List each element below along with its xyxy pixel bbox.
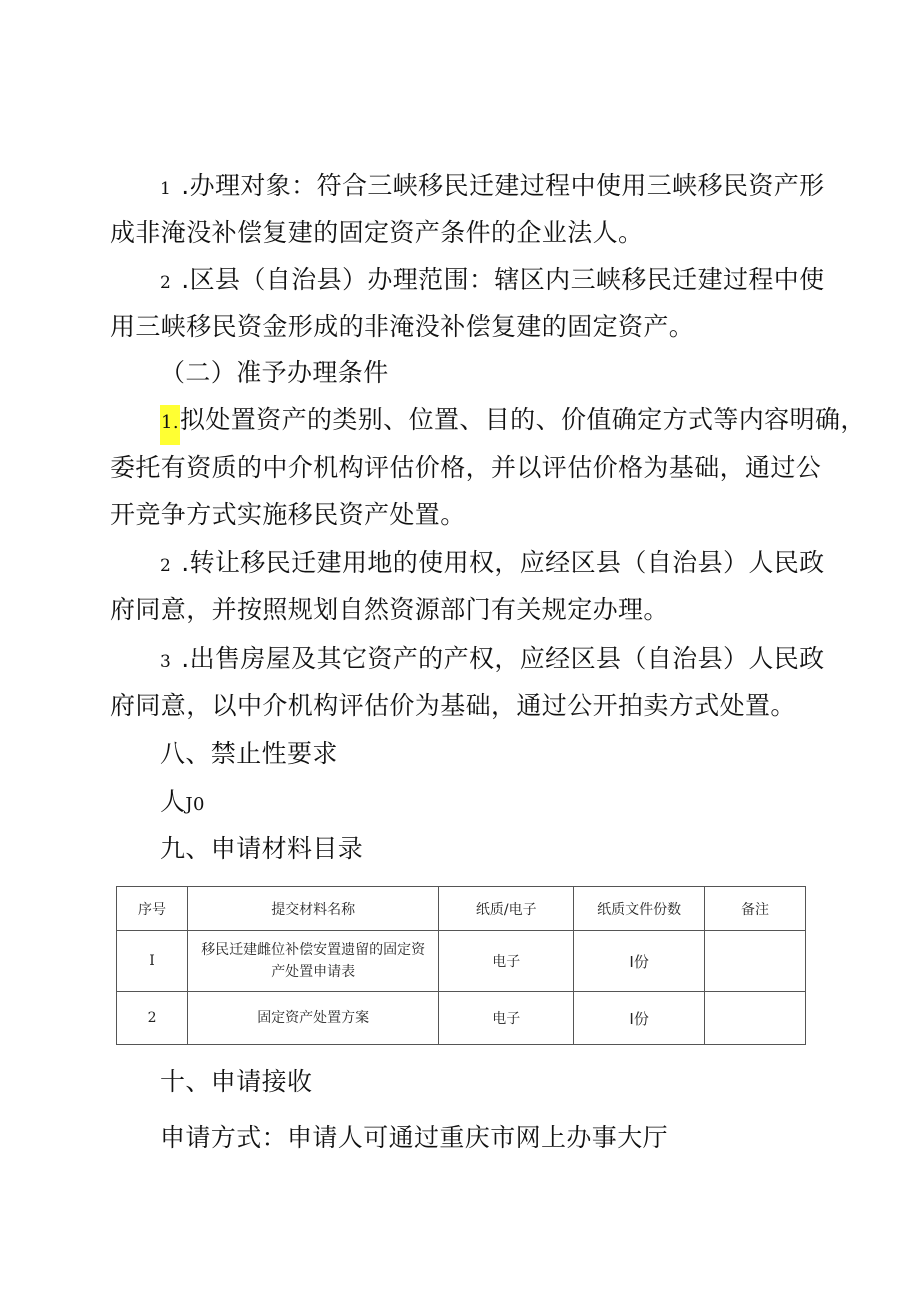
prohibit-text bbox=[160, 786, 205, 821]
paragraph-object-line2: 成非淹没补偿复建的固定资产条件的企业法人。 bbox=[110, 218, 644, 247]
cell-copies: I份 bbox=[574, 992, 705, 1045]
header-material-name: 提交材料名称 bbox=[188, 887, 439, 931]
item-number: 2 bbox=[160, 556, 172, 576]
paragraph-text: .办理对象：符合三峡移民迁建过程中使用三峡移民资产形 bbox=[181, 171, 825, 200]
condition-1-line3: 开竞争方式实施移民资产处置。 bbox=[110, 500, 466, 529]
section-heading-conditions: （二）准予办理条件 bbox=[160, 358, 389, 387]
table-row bbox=[117, 931, 806, 992]
paragraph-text: .转让移民迁建用地的使用权，应经区县（自治县）人民政 bbox=[181, 548, 825, 577]
cell-note bbox=[705, 992, 806, 1045]
prohibit-text-main: 人 bbox=[160, 787, 186, 816]
table-row bbox=[117, 992, 806, 1045]
paragraph-text: .区县（自治县）办理范围：辖区内三峡移民迁建过程中使 bbox=[181, 265, 825, 294]
header-copies: 纸质文件份数 bbox=[574, 887, 705, 931]
condition-3-line1 bbox=[160, 643, 825, 678]
materials-table bbox=[116, 886, 806, 1045]
cell-material-name-line1: 移民迁建雌位补偿安置遗留的固定资 bbox=[201, 942, 426, 958]
paragraph-text: .出售房屋及其它资产的产权，应经区县（自治县）人民政 bbox=[181, 644, 825, 673]
paragraph-text: 拟处置资产的类别、位置、目的、价值确定方式等内容明确， bbox=[179, 405, 866, 434]
cell-material-name: 固定资产处置方案 bbox=[188, 992, 439, 1045]
paragraph-object-line1 bbox=[160, 170, 825, 205]
section-heading-materials: 九、申请材料目录 bbox=[160, 834, 364, 863]
cell-material-name-line2: 产处置申请表 bbox=[271, 964, 356, 980]
cell-note bbox=[705, 931, 806, 992]
receive-method-text: 申请方式：申请人可通过重庆市网上办事大厅 bbox=[160, 1123, 669, 1152]
condition-1-line1 bbox=[160, 404, 866, 445]
prohibit-text-tail: J0 bbox=[185, 794, 205, 815]
section-heading-receive: 十、申请接收 bbox=[160, 1067, 313, 1096]
item-number: 3 bbox=[160, 652, 172, 672]
condition-3-line2: 府同意，以中介机构评估价为基础，通过公开拍卖方式处置。 bbox=[110, 691, 796, 720]
condition-2-line2: 府同意，并按照规划自然资源部门有关规定办理。 bbox=[110, 595, 669, 624]
highlighted-item-number: 1. bbox=[160, 405, 180, 445]
header-paper-electronic: 纸质/电子 bbox=[439, 887, 574, 931]
paragraph-scope-line2: 用三峡移民资金形成的非淹没补偿复建的固定资产。 bbox=[110, 312, 695, 341]
cell-copies: I份 bbox=[574, 931, 705, 992]
condition-1-line2: 委托有资质的中介机构评估价格，并以评估价格为基础，通过公 bbox=[110, 453, 822, 482]
paragraph-scope-line1 bbox=[160, 264, 825, 299]
cell-material-name bbox=[188, 931, 439, 992]
cell-type: 电子 bbox=[439, 931, 574, 992]
condition-2-line1 bbox=[160, 547, 825, 582]
item-number: 1 bbox=[160, 179, 172, 199]
cell-seq: 2 bbox=[117, 992, 188, 1045]
cell-type: 电子 bbox=[439, 992, 574, 1045]
section-heading-prohibit: 八、禁止性要求 bbox=[160, 739, 338, 768]
table-header-row bbox=[117, 887, 806, 931]
item-number: 2 bbox=[160, 273, 172, 293]
header-seq: 序号 bbox=[117, 887, 188, 931]
header-note: 备注 bbox=[705, 887, 806, 931]
cell-seq: I bbox=[117, 931, 188, 992]
